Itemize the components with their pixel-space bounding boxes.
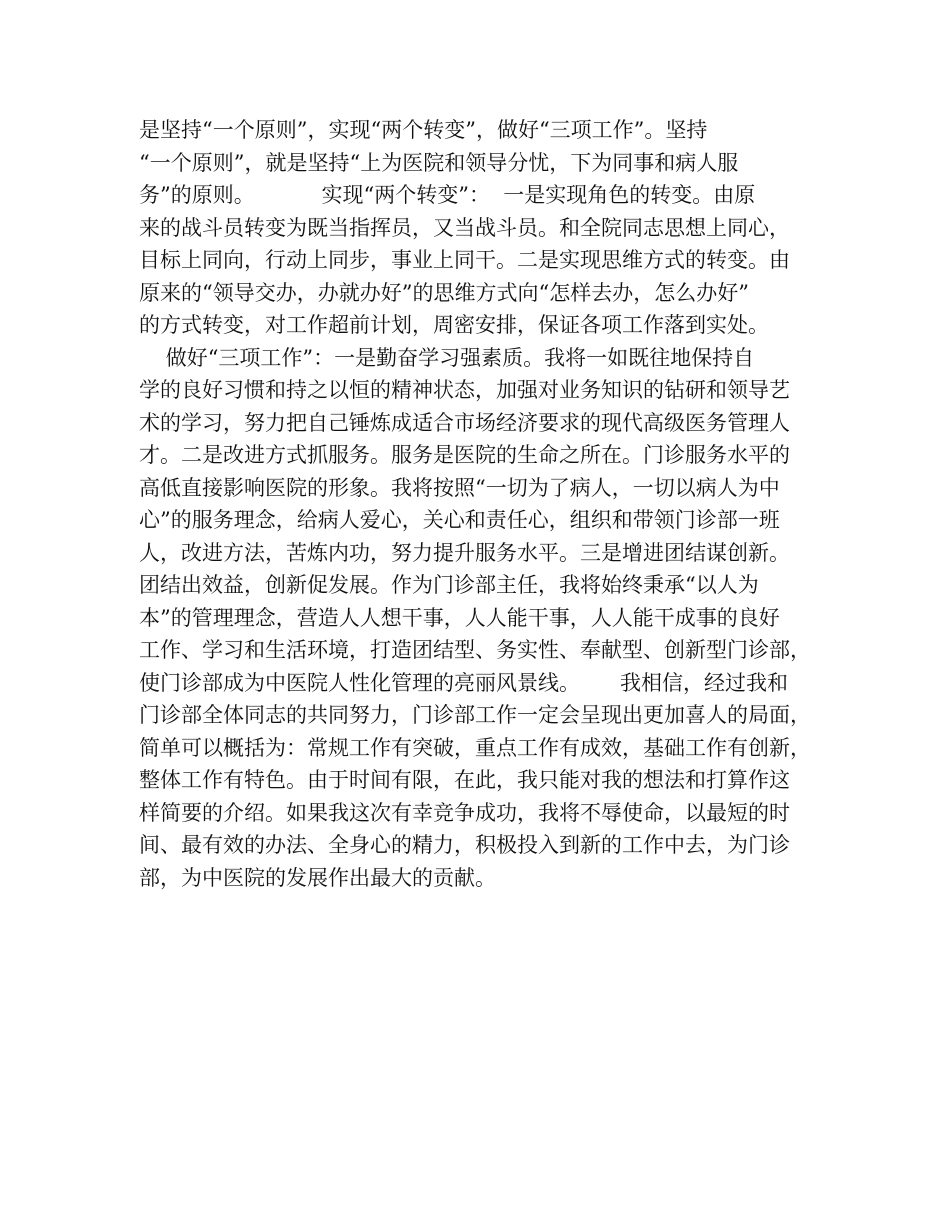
text-line: 术的学习，努力把自己锤炼成适合市场经济要求的现代高级医务管理人 [139, 410, 790, 435]
text-line: 心”的服务理念，给病人爱心，关心和责任心，组织和带领门诊部一班 [139, 508, 780, 532]
text-line: 团结出效益，创新促发展。作为门诊部主任，我将始终秉承“以人为 [139, 573, 759, 597]
text-line: 使门诊部成为中医院人性化管理的亮丽风景线。 我相信，经过我和 [139, 670, 789, 695]
text-line: 学的良好习惯和持之以恒的精神状态，加强对业务知识的钻研和领导艺 [139, 378, 790, 402]
text-line: 工作、学习和生活环境，打造团结型、务实性、奉献型、创新型门诊部， [139, 638, 811, 662]
text-line: 本”的管理理念，营造人人想干事，人人能干事，人人能干成事的良好 [139, 605, 780, 630]
text-line: 部，为中医院的发展作出最大的贡献。 [139, 865, 496, 890]
text-line: 整体工作有特色。由于时间有限，在此，我只能对我的想法和打算作这 [139, 768, 790, 792]
text-line: 务”的原则。 实现“两个转变”： 一是实现角色的转变。由原 [139, 183, 756, 207]
text-line: 做好“三项工作”：一是勤奋学习强素质。我将一如既往地保持自 [139, 345, 755, 370]
text-line: 简单可以概括为：常规工作有突破，重点工作有成效，基础工作有创新， [139, 735, 811, 760]
text-line: 高低直接影响医院的形象。我将按照“一切为了病人，一切以病人为中 [139, 475, 780, 500]
text-line: 间、最有效的办法、全身心的精力，积极投入到新的工作中去，为门诊 [139, 833, 790, 857]
text-line: 原来的“领导交办，办就办好”的思维方式向“怎样去办，怎么办好” [139, 280, 749, 305]
text-line: 才。二是改进方式抓服务。服务是医院的生命之所在。门诊服务水平的 [139, 443, 790, 467]
text-line: 的方式转变，对工作超前计划，周密安排，保证各项工作落到实处。 [139, 313, 769, 337]
text-line: 目标上同向，行动上同步，事业上同干。二是实现思维方式的转变。由 [139, 248, 790, 272]
text-line: 样简要的介绍。如果我这次有幸竞争成功，我将不辱使命，以最短的时 [139, 800, 790, 825]
document-body [139, 114, 839, 894]
text-line: 门诊部全体同志的共同努力，门诊部工作一定会呈现出更加喜人的局面， [139, 703, 811, 727]
text-line: “一个原则”，就是坚持“上为医院和领导分忧，下为同事和病人服 [139, 150, 739, 175]
text-line: 人，改进方法，苦炼内功，努力提升服务水平。三是增进团结谋创新。 [139, 540, 790, 565]
text-line: 来的战斗员转变为既当指挥员，又当战斗员。和全院同志思想上同心， [139, 215, 790, 240]
text-line: 是坚持“一个原则”，实现“两个转变”，做好“三项工作”。坚持 [139, 118, 708, 142]
